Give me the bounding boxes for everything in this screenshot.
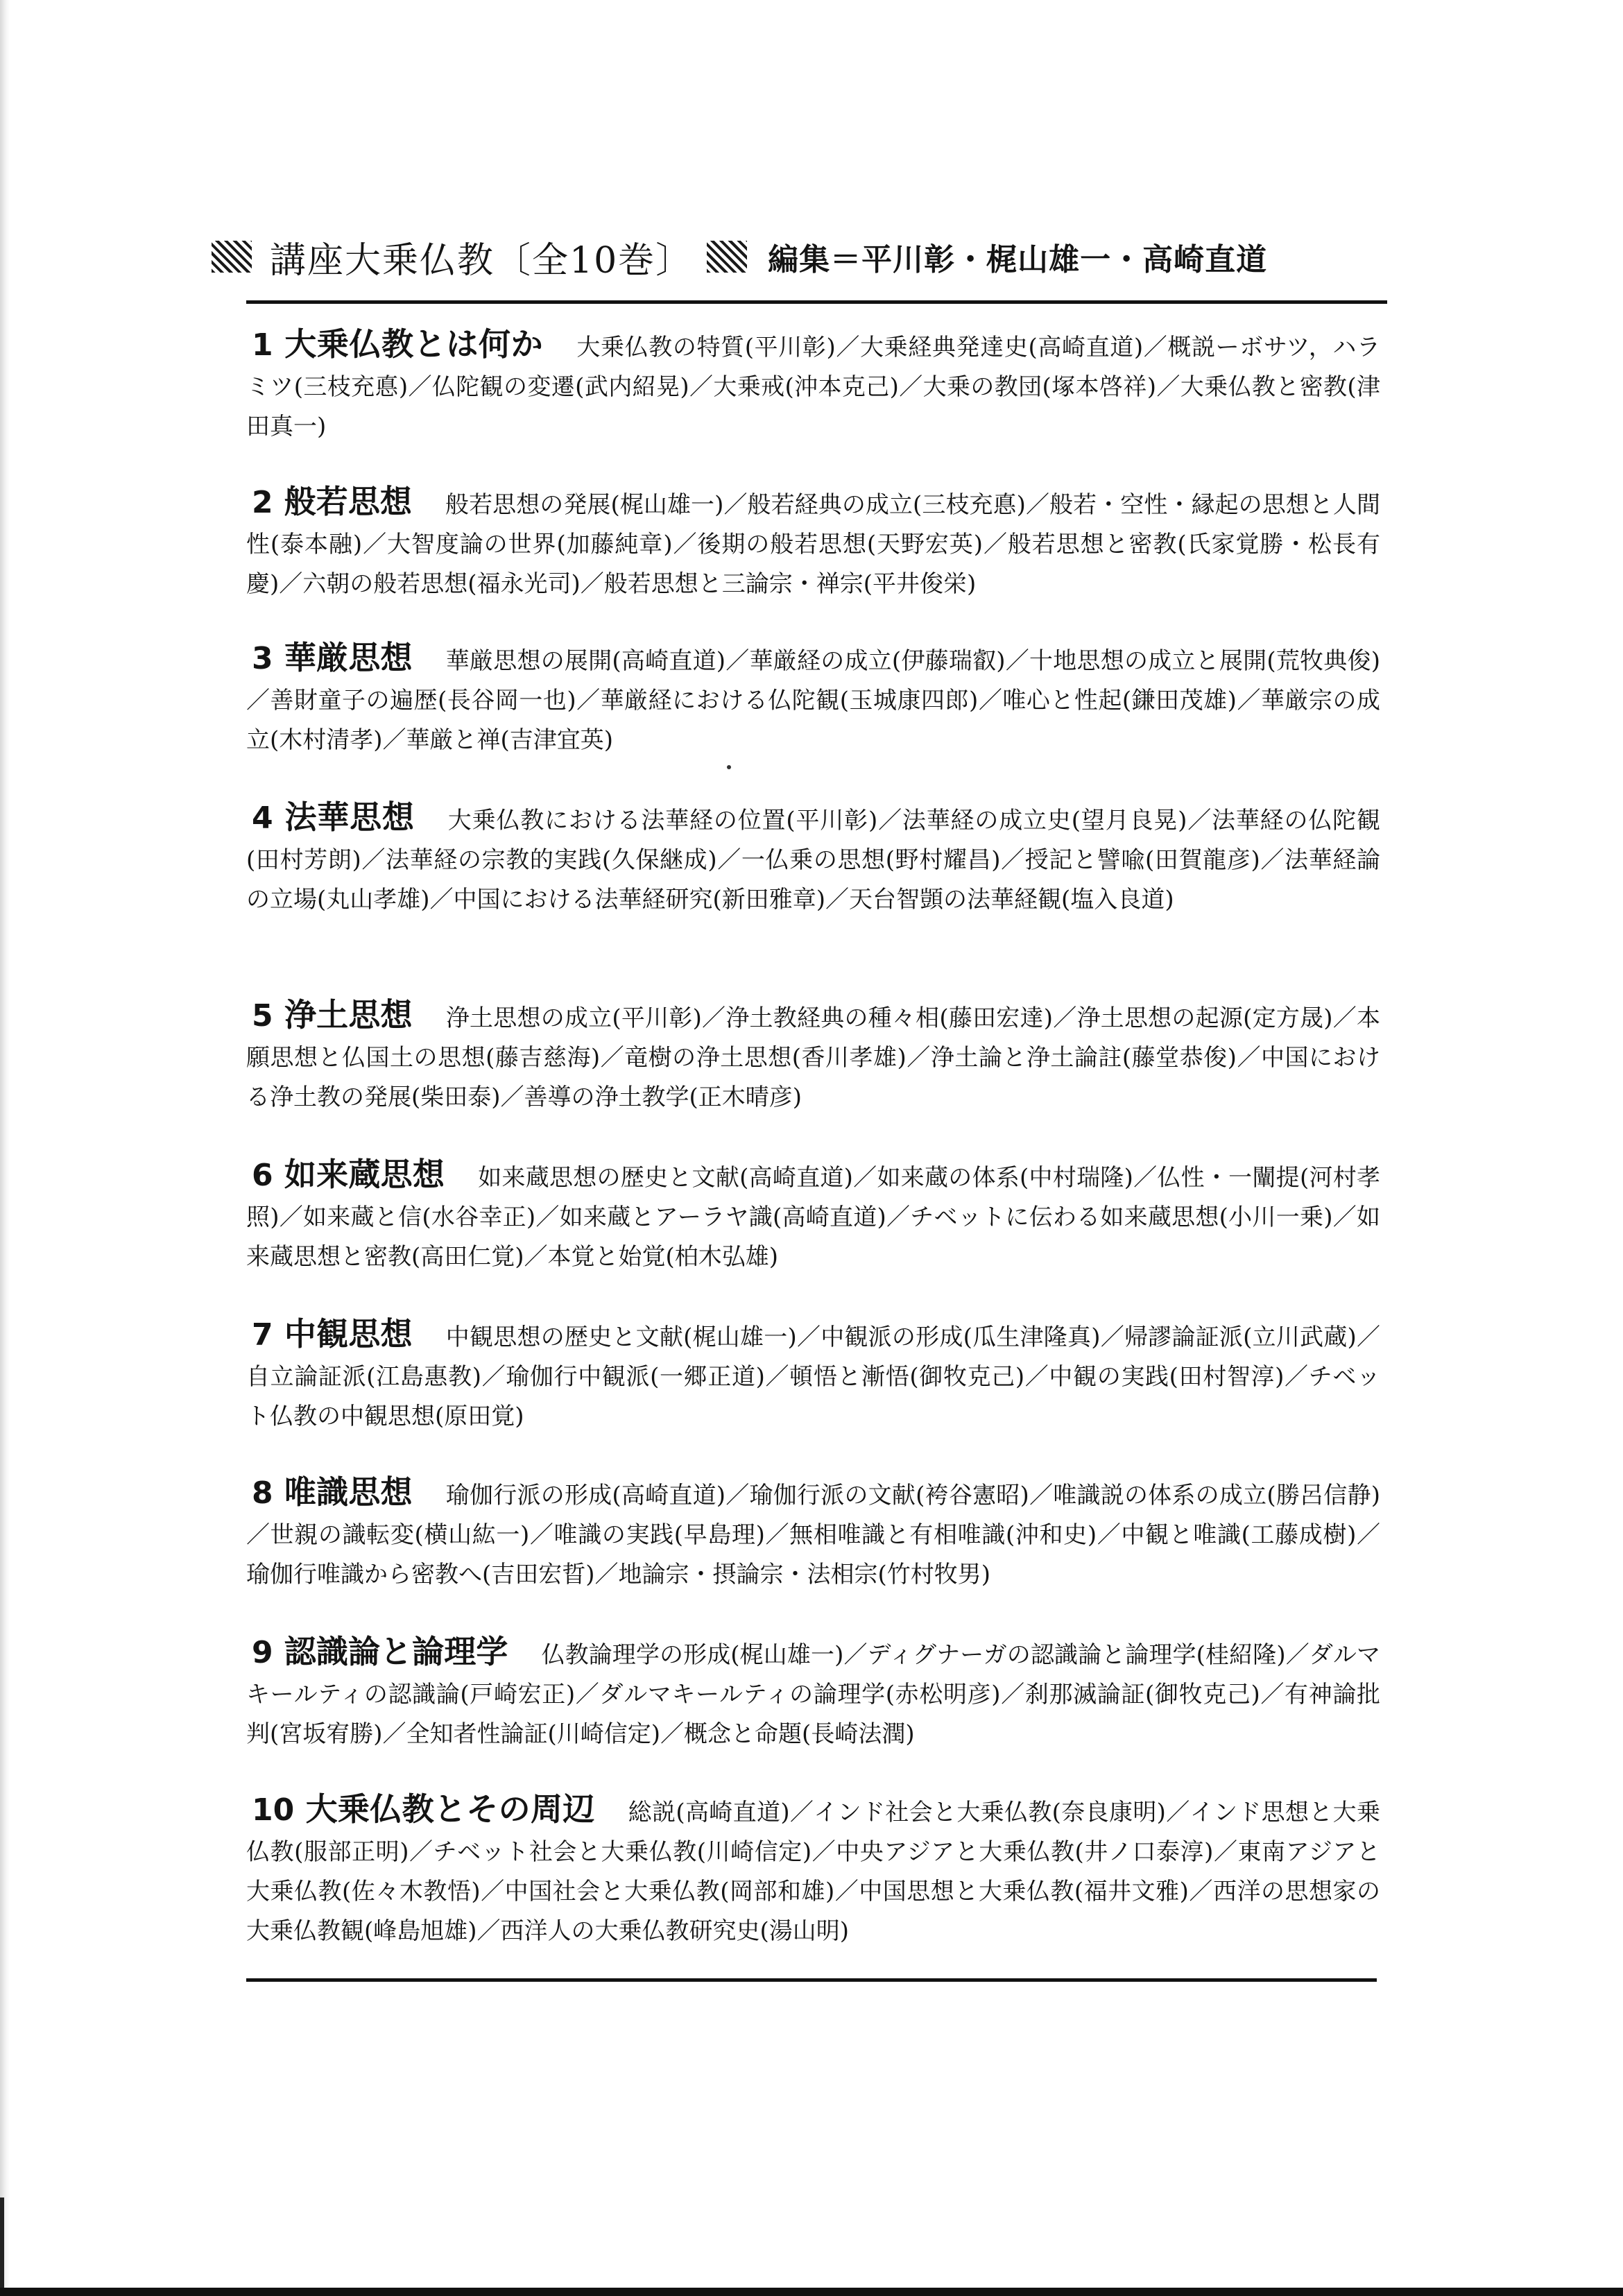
volume-title: 大乗仏教とは何か xyxy=(284,325,544,363)
volume-contents: 総説(高崎直道)／インド社会と大乗仏教(奈良康明)／インド思想と大乗仏教(服部正明)／チベット社会と大乗仏教(川崎信定)／中央アジアと大乗仏教(井ノ口泰淳)／東南アジアと大乗仏教(佐々木教悟)／中国社会と大乗仏教(岡部和雄)／中国思想と大乗仏教(福井文雅)／西洋の思想家の大乗仏教観(峰島旭雄)／西洋人の大乗仏教研究史(湯山明) xyxy=(246,1799,1380,1945)
print-dot xyxy=(727,765,731,769)
volume-contents: 如来蔵思想の歴史と文献(高崎直道)／如来蔵の体系(中村瑞隆)／仏性・一闡提(河村孝照)／如来蔵と信(水谷幸正)／如来蔵とアーラヤ識(高崎直道)／チベットに伝わる如来蔵思想(小川一乗)／如来蔵思想と密教(高田仁覚)／本覚と始覚(柏木弘雄) xyxy=(246,1164,1380,1271)
volume-title: 認識論と論理学 xyxy=(284,1633,508,1670)
volume-entry-1 xyxy=(246,325,1380,447)
scan-corner-mark xyxy=(0,2198,4,2288)
volume-contents: 華厳思想の展開(高崎直道)／華厳経の成立(伊藤瑞叡)／十地思想の成立と展開(荒牧典俊)／善財童子の遍歴(長谷岡一也)／華厳経における仏陀観(玉城康四郎)／唯心と性起(鎌田茂雄)／華厳宗の成立(木村清孝)／華厳と禅(吉津宜英) xyxy=(246,647,1381,754)
volume-title: 如来蔵思想 xyxy=(284,1156,445,1193)
top-rule xyxy=(246,300,1387,304)
volume-entry-5 xyxy=(246,995,1380,1117)
volume-number: 9 xyxy=(252,1635,273,1670)
series-title: 講座大乗仏教〔全10巻〕 xyxy=(270,239,694,282)
volume-entry-2 xyxy=(246,482,1380,604)
volume-number: 8 xyxy=(252,1475,273,1511)
volume-entry-3 xyxy=(246,638,1380,760)
volume-title: 中観思想 xyxy=(284,1315,413,1353)
scan-edge xyxy=(0,0,10,2296)
volume-number: 7 xyxy=(252,1317,273,1353)
hatch-ornament-right xyxy=(707,241,747,273)
volume-title: 般若思想 xyxy=(284,483,412,520)
volume-entry-6 xyxy=(246,1155,1380,1277)
series-header xyxy=(212,229,1391,284)
volume-title: 法華思想 xyxy=(284,798,415,836)
volume-entry-4 xyxy=(246,798,1380,920)
volume-contents: 仏教論理学の形成(梶山雄一)／ディグナーガの認識論と論理学(桂紹隆)／ダルマキールティの認識論(戸崎宏正)／ダルマキールティの論理学(赤松明彦)／刹那滅論証(御牧克己)／有神論批判(宮坂宥勝)／全知者性論証(川崎信定)／概念と命題(長崎法潤) xyxy=(246,1641,1381,1748)
volume-number: 6 xyxy=(252,1158,273,1193)
scan-bottom-edge xyxy=(0,2288,1623,2296)
volume-contents: 浄土思想の成立(平川彰)／浄土教経典の種々相(藤田宏達)／浄土思想の起源(定方晟)／本願思想と仏国土の思想(藤吉慈海)／竜樹の浄土思想(香川孝雄)／浄土論と浄土論註(藤堂恭俊)／中国における浄土教の発展(柴田泰)／善導の浄土教学(正木晴彦) xyxy=(246,1004,1381,1111)
volume-title: 浄土思想 xyxy=(284,996,413,1034)
volume-title: 唯識思想 xyxy=(284,1473,413,1511)
volume-number: 10 xyxy=(252,1792,295,1828)
volume-contents: 中観思想の歴史と文献(梶山雄一)／中観派の形成(瓜生津隆真)／帰謬論証派(立川武蔵)／自立論証派(江島惠教)／瑜伽行中観派(一郷正道)／頓悟と漸悟(御牧克己)／中観の実践(田村智淳)／チベット仏教の中観思想(原田覚) xyxy=(246,1323,1381,1430)
volume-entry-7 xyxy=(246,1314,1380,1437)
volume-title: 華厳思想 xyxy=(284,639,413,676)
volume-contents: 般若思想の発展(梶山雄一)／般若経典の成立(三枝充悳)／般若・空性・縁起の思想と人間性(泰本融)／大智度論の世界(加藤純章)／後期の般若思想(天野宏英)／般若思想と密教(氏家覚勝・松長有慶)／六朝の般若思想(福永光司)／般若思想と三論宗・禅宗(平井俊栄) xyxy=(246,491,1381,598)
hatch-ornament-left xyxy=(212,241,252,273)
volume-number: 5 xyxy=(252,998,273,1034)
volume-number: 1 xyxy=(252,327,273,363)
volume-contents: 大乗仏教の特質(平川彰)／大乗経典発達史(高崎直道)／概説ーボサツ，ハラミツ(三枝充悳)／仏陀観の変遷(武内紹晃)／大乗戒(沖本克己)／大乗の教団(塚本啓祥)／大乗仏教と密教(津田真一) xyxy=(246,334,1381,440)
volume-number: 4 xyxy=(252,800,273,836)
volume-title: 大乗仏教とその周辺 xyxy=(305,1790,595,1828)
volume-entry-8 xyxy=(246,1473,1380,1595)
volume-contents: 瑜伽行派の形成(高崎直道)／瑜伽行派の文献(袴谷憲昭)／唯識説の体系の成立(勝呂信静)／世親の識転変(横山紘一)／唯識の実践(早島理)／無相唯識と有相唯識(沖和史)／中観と唯識(工藤成樹)／瑜伽行唯識から密教へ(吉田宏晢)／地論宗・摂論宗・法相宗(竹村牧男) xyxy=(246,1482,1381,1588)
bottom-content-rule xyxy=(246,1978,1377,1982)
volume-number: 2 xyxy=(252,485,273,520)
series-editors: 編集＝平川彰・梶山雄一・高崎直道 xyxy=(768,242,1268,277)
volume-entry-9 xyxy=(246,1632,1380,1754)
volume-number: 3 xyxy=(252,641,273,676)
volume-contents: 大乗仏教における法華経の位置(平川彰)／法華経の成立史(望月良晃)／法華経の仏陀観(田村芳朗)／法華経の宗教的実践(久保継成)／一仏乗の思想(野村耀昌)／授記と譬喩(田賀龍彦)／法華経論の立場(丸山孝雄)／中国における法華経研究(新田雅章)／天台智顗の法華経観(塩入良道) xyxy=(246,807,1381,914)
volume-entry-10 xyxy=(246,1790,1380,1951)
